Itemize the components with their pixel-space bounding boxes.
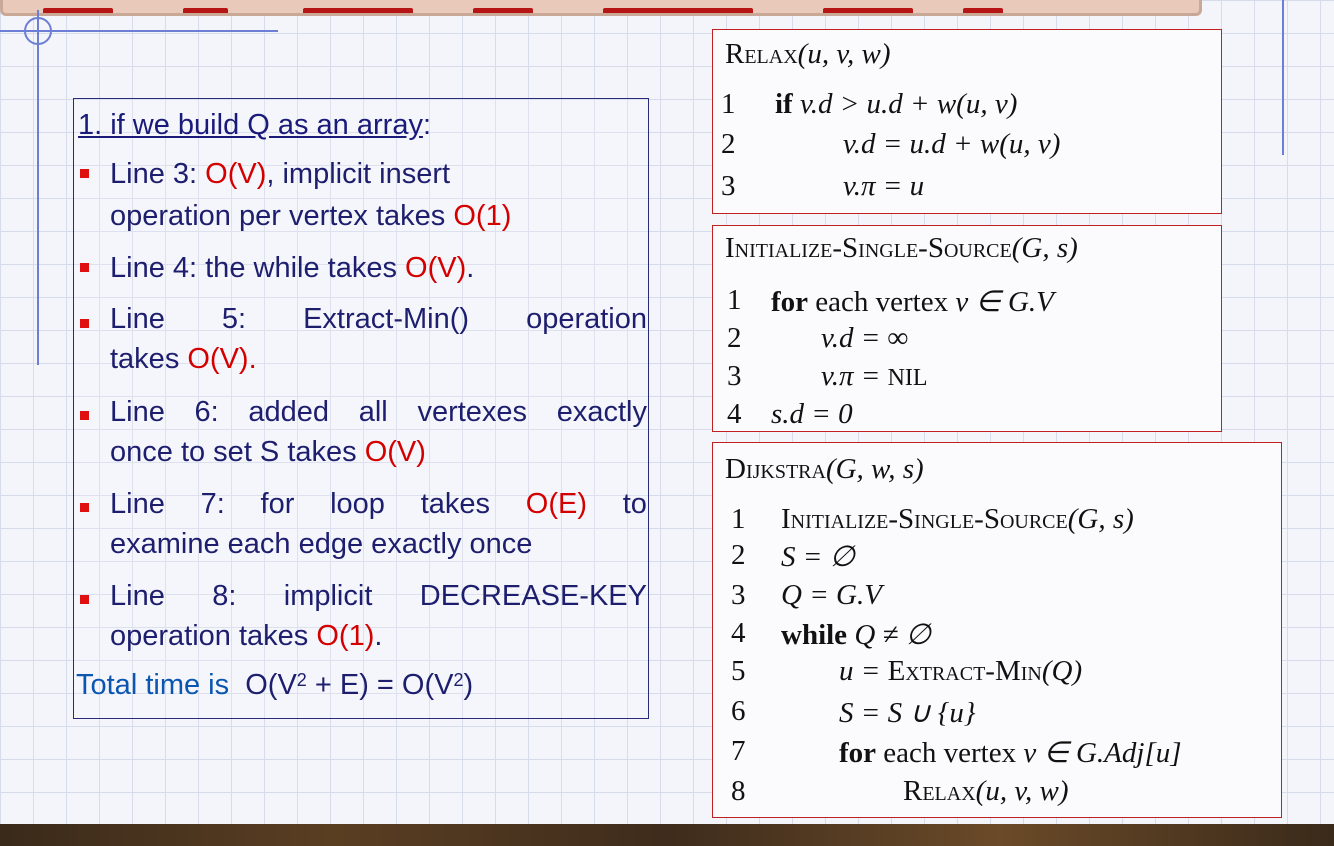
bullet-icon — [80, 169, 89, 178]
dijkstra-line-4: while Q ≠ ∅ — [781, 619, 931, 651]
bullet-icon — [80, 411, 89, 420]
init-line-2: v.d = ∞ — [821, 322, 909, 354]
line-number: 3 — [727, 360, 742, 392]
bullet-line-7-cont: examine each edge exactly once — [110, 528, 533, 560]
bullet-line-6-cont: once to set S takes O(V) — [110, 436, 426, 468]
slide-footer-band — [0, 824, 1334, 846]
title-text-fragment — [823, 8, 913, 16]
title-text-fragment — [963, 8, 1003, 16]
line-number: 1 — [721, 88, 736, 120]
bullet-line-4: Line 4: the while takes O(V). — [110, 252, 475, 284]
dijkstra-line-8: Relax(u, v, w) — [903, 775, 1069, 807]
bullet-line-7: Line 7: for loop takes O(E) to — [110, 488, 647, 520]
title-text-fragment — [43, 8, 113, 16]
line-number: 4 — [727, 398, 742, 430]
dijkstra-line-2: S = ∅ — [781, 541, 855, 573]
line-number: 1 — [731, 503, 746, 535]
line-number: 2 — [731, 539, 746, 571]
relax-line-3: v.π = u — [843, 170, 925, 202]
bullet-line-3-cont: operation per vertex takes O(1) — [110, 200, 512, 232]
line-number: 3 — [731, 579, 746, 611]
line-number: 2 — [721, 128, 736, 160]
dijkstra-title: Dijkstra(G, w, s) — [725, 453, 924, 485]
relax-line-1: if v.d > u.d + w(u, v) — [775, 88, 1018, 120]
bullet-icon — [80, 263, 89, 272]
init-line-4: s.d = 0 — [771, 398, 853, 430]
bullet-line-5-cont: takes O(V). — [110, 343, 257, 375]
line-number: 1 — [727, 284, 742, 316]
dijkstra-line-5: u = Extract-Min(Q) — [839, 655, 1083, 687]
dijkstra-line-3: Q = G.V — [781, 579, 882, 611]
bullet-icon — [80, 595, 89, 604]
line-number: 3 — [721, 170, 736, 202]
decorative-line — [1282, 0, 1284, 155]
title-text-fragment — [183, 8, 228, 16]
complexity-explanation-box — [73, 98, 649, 719]
relax-line-2: v.d = u.d + w(u, v) — [843, 128, 1061, 160]
bullet-line-8: Line 8: implicit DECREASE-KEY — [110, 580, 647, 612]
dijkstra-pseudocode-box — [712, 442, 1282, 818]
title-text-fragment — [303, 8, 413, 16]
dijkstra-line-1: Initialize-Single-Source(G, s) — [781, 503, 1134, 535]
decorative-circle-icon — [24, 17, 52, 45]
bullet-line-6: Line 6: added all vertexes exactly — [110, 396, 647, 428]
line-number: 5 — [731, 655, 746, 687]
total-time: Total time is $O(V^2 + E) = O(V^2)$ — [76, 669, 474, 701]
bullet-line-3: Line 3: O(V), implicit insert — [110, 158, 451, 190]
slide-title-banner — [0, 0, 1202, 16]
line-number: 6 — [731, 695, 746, 727]
title-text-fragment — [603, 8, 753, 16]
dijkstra-line-7: for each vertex v ∈ G.Adj[u] — [839, 737, 1182, 769]
bullet-icon — [80, 319, 89, 328]
decorative-line — [37, 10, 39, 365]
array-heading: 1. if we build Q as an array: — [78, 109, 432, 141]
init-line-3: v.π = NIL — [821, 360, 928, 392]
bullet-icon — [80, 503, 89, 512]
bullet-line-8-cont: operation takes O(1). — [110, 620, 383, 652]
line-number: 8 — [731, 775, 746, 807]
relax-pseudocode-box — [712, 29, 1222, 214]
title-text-fragment — [473, 8, 533, 16]
initialize-pseudocode-box — [712, 225, 1222, 432]
relax-title: Relax(u, v, w) — [725, 38, 891, 70]
line-number: 4 — [731, 617, 746, 649]
bullet-line-5: Line 5: Extract-Min() operation — [110, 303, 647, 335]
line-number: 2 — [727, 322, 742, 354]
init-line-1: for each vertex v ∈ G.V — [771, 286, 1054, 318]
dijkstra-line-6: S = S ∪ {u} — [839, 697, 976, 729]
line-number: 7 — [731, 735, 746, 767]
initialize-title: Initialize-Single-Source(G, s) — [725, 232, 1078, 264]
